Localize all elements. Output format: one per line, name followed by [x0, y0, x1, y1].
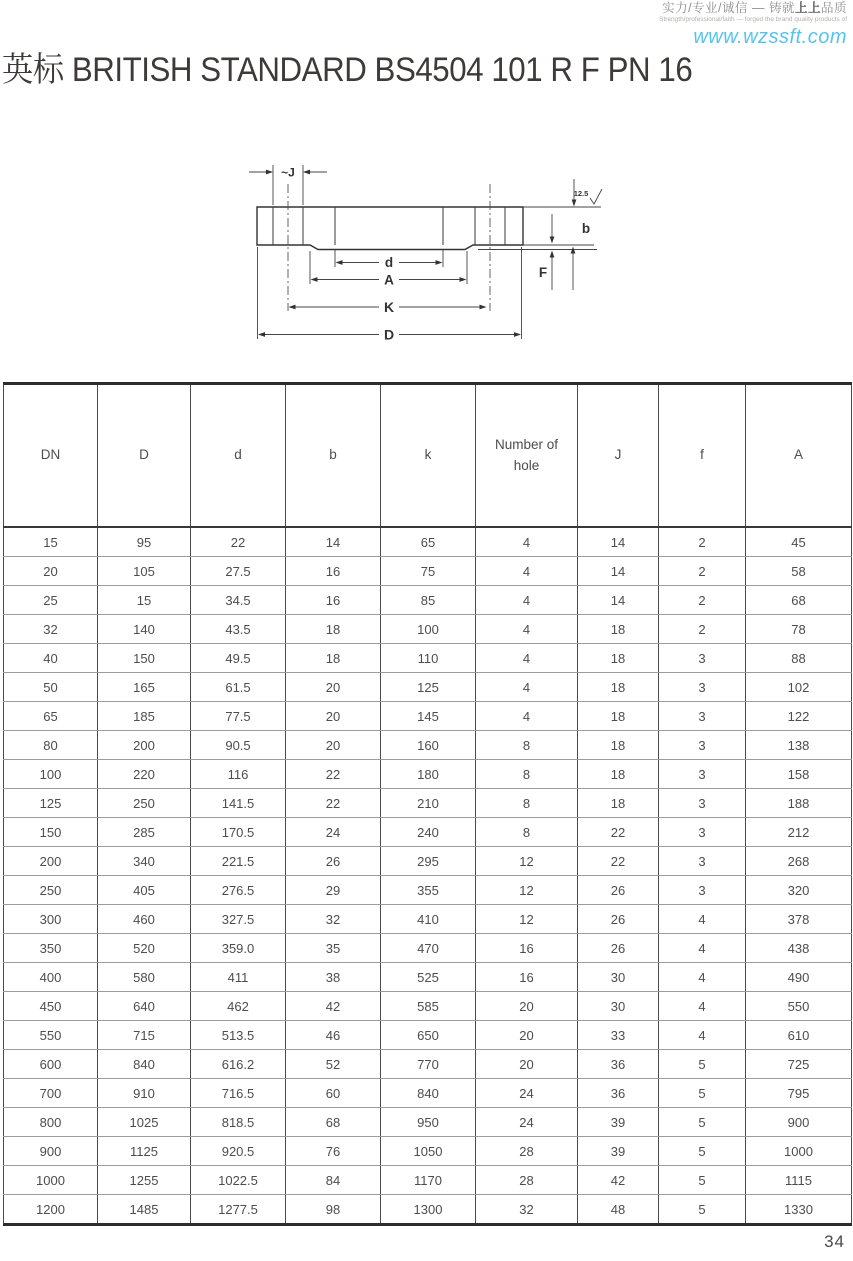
table-cell: 20 [286, 731, 381, 760]
centerlines [288, 184, 490, 311]
table-cell: 78 [746, 615, 852, 644]
table-cell: 610 [746, 1021, 852, 1050]
table-cell: 102 [746, 673, 852, 702]
dim-label-j: ~J [281, 165, 295, 180]
table-cell: 470 [381, 934, 476, 963]
table-cell: 4 [476, 673, 578, 702]
column-header: Number of hole [476, 384, 578, 528]
table-cell: 3 [659, 673, 746, 702]
table-cell: 490 [746, 963, 852, 992]
table-cell: 640 [98, 992, 191, 1021]
table-row [4, 760, 852, 789]
table-cell: 26 [578, 876, 659, 905]
table-cell: 43.5 [191, 615, 286, 644]
table-cell: 76 [286, 1137, 381, 1166]
dim-label-k: K [383, 299, 395, 315]
table-cell: 580 [98, 963, 191, 992]
table-cell: 460 [98, 905, 191, 934]
table-row [4, 731, 852, 760]
table-cell: 3 [659, 760, 746, 789]
column-header: D [98, 384, 191, 528]
table-cell: 158 [746, 760, 852, 789]
table-cell: 20 [476, 992, 578, 1021]
table-cell: 3 [659, 818, 746, 847]
table-cell: 295 [381, 847, 476, 876]
table-cell: 1115 [746, 1166, 852, 1195]
table-cell: 715 [98, 1021, 191, 1050]
table-cell: 48 [578, 1195, 659, 1225]
table-cell: 4 [476, 615, 578, 644]
table-cell: 35 [286, 934, 381, 963]
table-cell: 5 [659, 1079, 746, 1108]
table-cell: 18 [286, 615, 381, 644]
table-cell: 33 [578, 1021, 659, 1050]
table-cell: 1300 [381, 1195, 476, 1225]
dim-label-f: F [538, 265, 548, 280]
table-cell: 18 [578, 789, 659, 818]
table-cell: 12 [476, 847, 578, 876]
table-cell: 26 [578, 905, 659, 934]
table-cell: 27.5 [191, 557, 286, 586]
table-row [4, 876, 852, 905]
table-cell: 438 [746, 934, 852, 963]
table-cell: 285 [98, 818, 191, 847]
table-cell: 5 [659, 1050, 746, 1079]
table-cell: 550 [746, 992, 852, 1021]
table-cell: 95 [98, 527, 191, 557]
table-cell: 4 [659, 1021, 746, 1050]
table-cell: 45 [746, 527, 852, 557]
table-cell: 340 [98, 847, 191, 876]
table-cell: 188 [746, 789, 852, 818]
table-cell: 355 [381, 876, 476, 905]
table-cell: 65 [381, 527, 476, 557]
table-cell: 84 [286, 1166, 381, 1195]
table-cell: 29 [286, 876, 381, 905]
table-row [4, 789, 852, 818]
brand-website: www.wzssft.com [693, 25, 847, 48]
table-cell: 1330 [746, 1195, 852, 1225]
table-cell: 170.5 [191, 818, 286, 847]
table-cell: 122 [746, 702, 852, 731]
dimension-arrowheads [258, 170, 576, 337]
table-cell: 18 [578, 615, 659, 644]
table-cell: 85 [381, 586, 476, 615]
table-cell: 12 [476, 905, 578, 934]
table-cell: 378 [746, 905, 852, 934]
table-row [4, 1195, 852, 1225]
table-cell: 840 [98, 1050, 191, 1079]
column-header: k [381, 384, 476, 528]
table-cell: 22 [578, 847, 659, 876]
table-cell: 3 [659, 702, 746, 731]
table-cell: 8 [476, 731, 578, 760]
column-header: f [659, 384, 746, 528]
table-cell: 8 [476, 789, 578, 818]
table-cell: 1277.5 [191, 1195, 286, 1225]
table-cell: 5 [659, 1166, 746, 1195]
table-cell: 3 [659, 847, 746, 876]
table-cell: 49.5 [191, 644, 286, 673]
table-cell: 1022.5 [191, 1166, 286, 1195]
table-cell: 520 [98, 934, 191, 963]
table-cell: 65 [4, 702, 98, 731]
table-cell: 725 [746, 1050, 852, 1079]
table-cell: 525 [381, 963, 476, 992]
table-cell: 1170 [381, 1166, 476, 1195]
table-cell: 88 [746, 644, 852, 673]
table-row [4, 818, 852, 847]
table-cell: 3 [659, 789, 746, 818]
table-cell: 410 [381, 905, 476, 934]
table-cell: 22 [286, 789, 381, 818]
table-cell: 4 [659, 934, 746, 963]
table-cell: 320 [746, 876, 852, 905]
table-cell: 22 [578, 818, 659, 847]
table-cell: 20 [286, 673, 381, 702]
table-cell: 30 [578, 992, 659, 1021]
table-cell: 105 [98, 557, 191, 586]
table-cell: 14 [286, 527, 381, 557]
table-cell: 61.5 [191, 673, 286, 702]
table-row [4, 702, 852, 731]
table-cell: 18 [578, 702, 659, 731]
table-cell: 513.5 [191, 1021, 286, 1050]
dim-label-a: A [384, 272, 394, 288]
page-title: 英标 BRITISH STANDARD BS4504 101 R F PN 16 [2, 51, 693, 89]
table-cell: 32 [286, 905, 381, 934]
table-cell: 4 [476, 586, 578, 615]
table-cell: 1255 [98, 1166, 191, 1195]
table-cell: 77.5 [191, 702, 286, 731]
table-row [4, 1108, 852, 1137]
table-cell: 100 [4, 760, 98, 789]
table-cell: 210 [381, 789, 476, 818]
table-cell: 52 [286, 1050, 381, 1079]
table-row [4, 615, 852, 644]
table-cell: 60 [286, 1079, 381, 1108]
table-row [4, 905, 852, 934]
table-cell: 22 [286, 760, 381, 789]
table-row [4, 586, 852, 615]
table-cell: 3 [659, 731, 746, 760]
dimension-lines [249, 165, 602, 339]
table-cell: 4 [659, 905, 746, 934]
table-cell: 40 [4, 644, 98, 673]
flange-drawing [228, 148, 638, 363]
table-cell: 16 [286, 586, 381, 615]
table-cell: 18 [578, 731, 659, 760]
table-cell: 5 [659, 1137, 746, 1166]
table-cell: 300 [4, 905, 98, 934]
table-cell: 795 [746, 1079, 852, 1108]
column-header: J [578, 384, 659, 528]
table-cell: 4 [476, 702, 578, 731]
table-cell: 2 [659, 527, 746, 557]
flange-dimension-table [3, 382, 852, 1226]
column-header: DN [4, 384, 98, 528]
table-cell: 150 [4, 818, 98, 847]
table-row [4, 673, 852, 702]
table-cell: 15 [98, 586, 191, 615]
table-cell: 20 [476, 1021, 578, 1050]
table-cell: 20 [476, 1050, 578, 1079]
table-cell: 200 [4, 847, 98, 876]
table-cell: 250 [4, 876, 98, 905]
table-cell: 125 [4, 789, 98, 818]
table-cell: 30 [578, 963, 659, 992]
table-row [4, 527, 852, 557]
table-cell: 24 [476, 1108, 578, 1137]
table-cell: 22 [191, 527, 286, 557]
table-cell: 1000 [4, 1166, 98, 1195]
page-number: 34 [824, 1232, 845, 1251]
roughness-label: 12.5 [573, 189, 589, 198]
table-cell: 26 [286, 847, 381, 876]
table-cell: 240 [381, 818, 476, 847]
table-cell: 100 [381, 615, 476, 644]
table-cell: 12 [476, 876, 578, 905]
table-cell: 1050 [381, 1137, 476, 1166]
table-cell: 700 [4, 1079, 98, 1108]
table-cell: 950 [381, 1108, 476, 1137]
table-cell: 212 [746, 818, 852, 847]
table-cell: 910 [98, 1079, 191, 1108]
table-cell: 920.5 [191, 1137, 286, 1166]
table-cell: 18 [286, 644, 381, 673]
table-cell: 1000 [746, 1137, 852, 1166]
table-cell: 185 [98, 702, 191, 731]
table-cell: 221.5 [191, 847, 286, 876]
table-cell: 150 [98, 644, 191, 673]
table-cell: 75 [381, 557, 476, 586]
column-header: d [191, 384, 286, 528]
table-cell: 350 [4, 934, 98, 963]
table-cell: 98 [286, 1195, 381, 1225]
table-cell: 16 [476, 934, 578, 963]
table-cell: 38 [286, 963, 381, 992]
table-cell: 268 [746, 847, 852, 876]
table-cell: 2 [659, 615, 746, 644]
table-cell: 180 [381, 760, 476, 789]
table-cell: 405 [98, 876, 191, 905]
table-cell: 600 [4, 1050, 98, 1079]
table-cell: 14 [578, 557, 659, 586]
table-cell: 400 [4, 963, 98, 992]
table-cell: 4 [476, 527, 578, 557]
table-cell: 138 [746, 731, 852, 760]
table-cell: 140 [98, 615, 191, 644]
table-body [4, 527, 852, 1225]
table-cell: 276.5 [191, 876, 286, 905]
table-cell: 16 [286, 557, 381, 586]
table-cell: 125 [381, 673, 476, 702]
table-cell: 20 [286, 702, 381, 731]
table-cell: 145 [381, 702, 476, 731]
table-cell: 359.0 [191, 934, 286, 963]
table-cell: 4 [476, 644, 578, 673]
dim-label-big-d: D [383, 326, 395, 343]
table-cell: 1200 [4, 1195, 98, 1225]
brand-slogan-en: Strength/professional/faith — forged the brand quality products of [659, 16, 847, 24]
table-cell: 585 [381, 992, 476, 1021]
table-cell: 14 [578, 586, 659, 615]
dim-label-d: d [384, 255, 394, 270]
table-cell: 327.5 [191, 905, 286, 934]
table-cell: 8 [476, 818, 578, 847]
table-cell: 2 [659, 557, 746, 586]
flange-outline [257, 207, 523, 250]
table-cell: 840 [381, 1079, 476, 1108]
column-header: A [746, 384, 852, 528]
table-cell: 18 [578, 644, 659, 673]
table-cell: 26 [578, 934, 659, 963]
table-cell: 800 [4, 1108, 98, 1137]
table-cell: 160 [381, 731, 476, 760]
table-cell: 3 [659, 876, 746, 905]
slogan-cn-tail: 品质 [820, 1, 847, 15]
table-cell: 32 [476, 1195, 578, 1225]
table-cell: 28 [476, 1166, 578, 1195]
table-cell: 250 [98, 789, 191, 818]
table-cell: 20 [4, 557, 98, 586]
table-cell: 450 [4, 992, 98, 1021]
table-cell: 15 [4, 527, 98, 557]
table-cell: 116 [191, 760, 286, 789]
table-cell: 24 [476, 1079, 578, 1108]
table-cell: 18 [578, 673, 659, 702]
table-cell: 1125 [98, 1137, 191, 1166]
table-row [4, 1137, 852, 1166]
table-cell: 46 [286, 1021, 381, 1050]
table-cell: 5 [659, 1108, 746, 1137]
table-cell: 18 [578, 760, 659, 789]
table-cell: 68 [746, 586, 852, 615]
table-row [4, 934, 852, 963]
table-cell: 28 [476, 1137, 578, 1166]
table-cell: 4 [659, 992, 746, 1021]
table-row [4, 847, 852, 876]
table-cell: 650 [381, 1021, 476, 1050]
table-cell: 4 [659, 963, 746, 992]
table-cell: 411 [191, 963, 286, 992]
table-cell: 42 [578, 1166, 659, 1195]
table-cell: 36 [578, 1050, 659, 1079]
table-row [4, 557, 852, 586]
table-cell: 900 [746, 1108, 852, 1137]
slogan-cn-normal: 实力/专业/诚信 — 铸就 [662, 1, 795, 15]
table-row [4, 992, 852, 1021]
table-cell: 220 [98, 760, 191, 789]
slogan-cn-bold: 上上 [794, 1, 821, 15]
table-cell: 550 [4, 1021, 98, 1050]
table-row [4, 963, 852, 992]
table-cell: 2 [659, 586, 746, 615]
table-cell: 50 [4, 673, 98, 702]
table-row [4, 1166, 852, 1195]
table-cell: 1485 [98, 1195, 191, 1225]
table-cell: 716.5 [191, 1079, 286, 1108]
table-row [4, 1079, 852, 1108]
table-cell: 8 [476, 760, 578, 789]
table-cell: 36 [578, 1079, 659, 1108]
table-cell: 770 [381, 1050, 476, 1079]
table-cell: 200 [98, 731, 191, 760]
table-row [4, 1050, 852, 1079]
table-cell: 141.5 [191, 789, 286, 818]
table-cell: 80 [4, 731, 98, 760]
table-cell: 39 [578, 1108, 659, 1137]
table-cell: 24 [286, 818, 381, 847]
section-lines [273, 207, 505, 245]
column-header: b [286, 384, 381, 528]
brand-slogan-cn [659, 1, 847, 15]
table-cell: 90.5 [191, 731, 286, 760]
table-cell: 58 [746, 557, 852, 586]
table-cell: 34.5 [191, 586, 286, 615]
table-cell: 462 [191, 992, 286, 1021]
table-cell: 25 [4, 586, 98, 615]
table-cell: 3 [659, 644, 746, 673]
table-cell: 818.5 [191, 1108, 286, 1137]
dim-label-b: b [581, 221, 591, 236]
table-cell: 1025 [98, 1108, 191, 1137]
table-cell: 42 [286, 992, 381, 1021]
table-cell: 4 [476, 557, 578, 586]
table-cell: 39 [578, 1137, 659, 1166]
table-cell: 68 [286, 1108, 381, 1137]
table-cell: 900 [4, 1137, 98, 1166]
table-cell: 110 [381, 644, 476, 673]
table-cell: 5 [659, 1195, 746, 1225]
table-cell: 165 [98, 673, 191, 702]
table-header-row [4, 384, 852, 528]
table-cell: 14 [578, 527, 659, 557]
table-cell: 616.2 [191, 1050, 286, 1079]
table-row [4, 644, 852, 673]
table-cell: 32 [4, 615, 98, 644]
table-row [4, 1021, 852, 1050]
table-cell: 16 [476, 963, 578, 992]
